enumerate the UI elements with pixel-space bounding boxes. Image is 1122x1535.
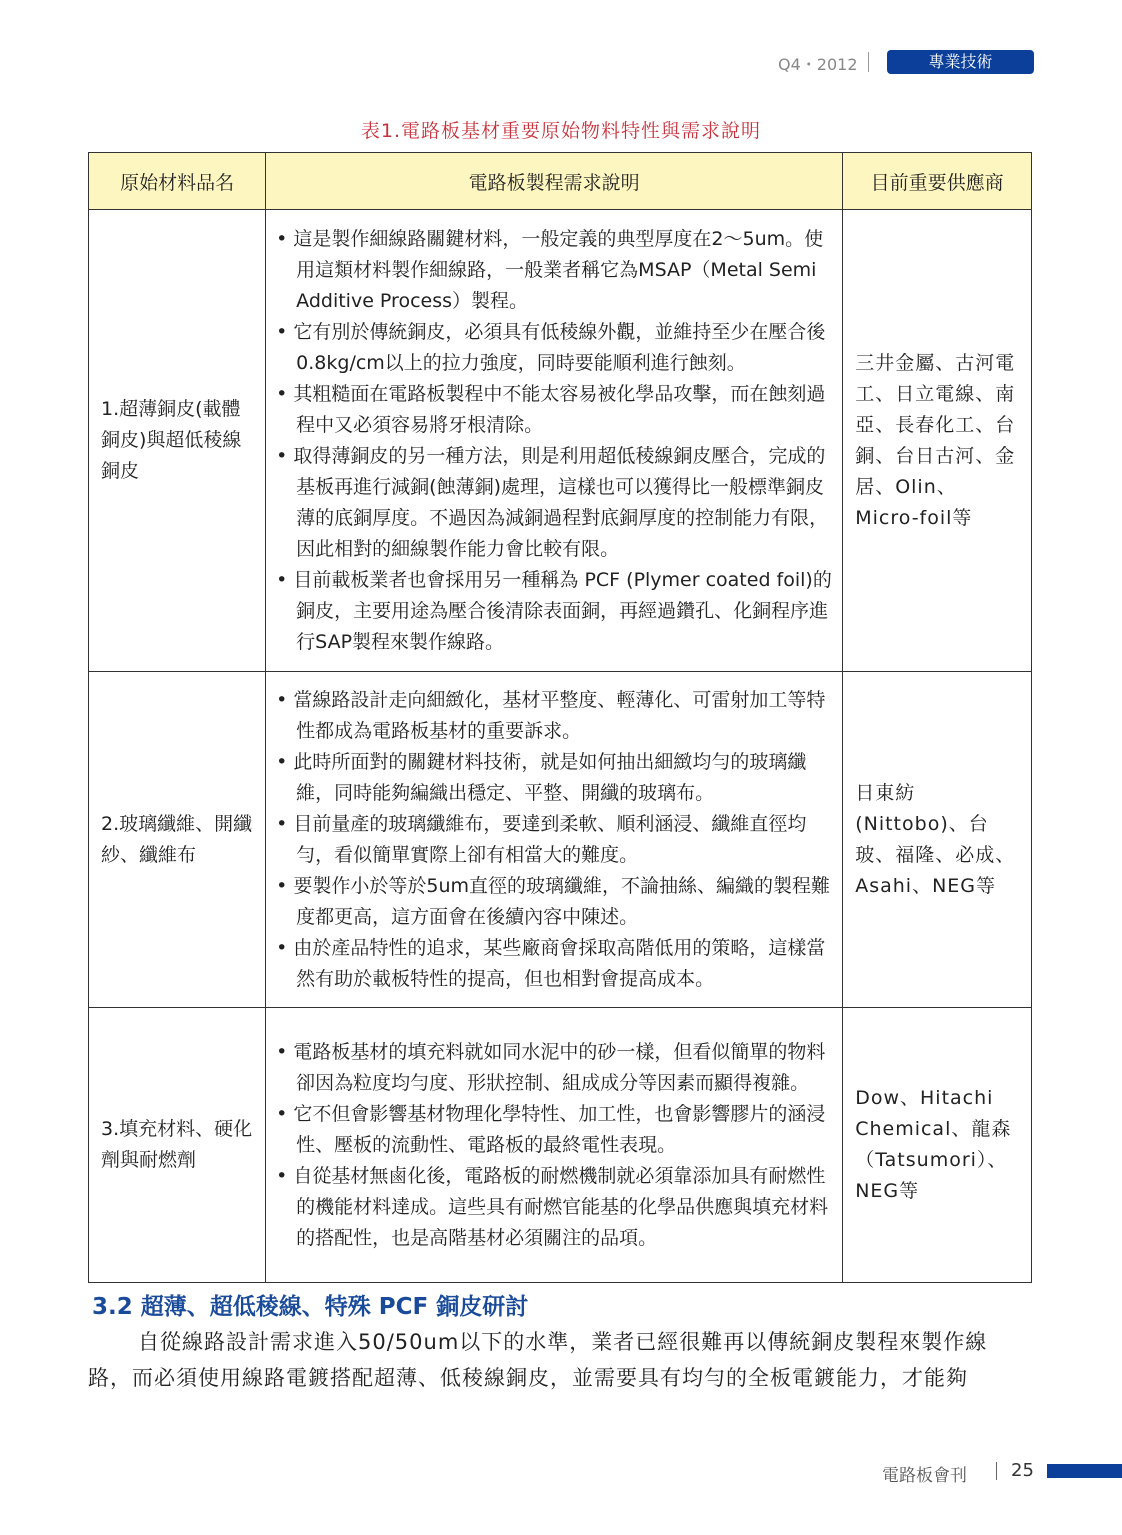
table-caption: 表1.電路板基材重要原始物料特性與需求說明 <box>360 120 762 142</box>
bullet-item: • 它有別於傳統銅皮，必須具有低稜線外觀，並維持至少在壓合後0.8kg/cm以上的拉力強度，同時要能順利進行蝕刻。 <box>276 317 832 379</box>
bullet-item: • 這是製作細線路關鍵材料，一般定義的典型厚度在2～5um。使用這類材料製作細線路，一般業者稱它為MSAP（Metal Semi Additive Process）製程。 <box>276 224 832 317</box>
suppliers: Dow、Hitachi Chemical、龍森（Tatsumori）、NEG等 <box>843 1008 1032 1283</box>
page-number: 25 <box>1011 1460 1034 1481</box>
column-header: 電路板製程需求說明 <box>266 153 843 210</box>
section-heading: 3.2 超薄、超低稜線、特殊 PCF 銅皮研討 <box>92 1294 529 1320</box>
bullet-item: • 由於產品特性的追求，某些廠商會採取高階低用的策略，這樣當然有助於載板特性的提高，但也相對會提高成本。 <box>276 933 832 995</box>
body-paragraph <box>88 1324 1032 1396</box>
bullet-item: • 自從基材無鹵化後，電路板的耐燃機制就必須靠添加具有耐燃性的機能材料達成。這些具有耐燃官能基的化學品供應與填充材料的搭配性，也是高階基材必須關注的品項。 <box>276 1161 832 1254</box>
paragraph-line: 路，而必須使用線路電鍍搭配超薄、低稜線銅皮，並需要具有均勻的全板電鍍能力，才能夠 <box>88 1366 968 1390</box>
table-header-row <box>89 153 1032 210</box>
table-row <box>89 672 1032 1008</box>
suppliers: 日東紡(Nittobo)、台玻、福隆、必成、Asahi、NEG等 <box>843 672 1032 1008</box>
bullet-item: • 目前載板業者也會採用另一種稱為 PCF (Plymer coated foil)的銅皮，主要用途為壓合後清除表面銅，再經過鑽孔、化銅程序進行SAP製程來製作線路。 <box>276 565 832 658</box>
material-name: 3.填充材料、硬化劑與耐燃劑 <box>89 1008 266 1283</box>
materials-table <box>88 152 1032 1283</box>
footer-accent-bar <box>1047 1464 1122 1478</box>
header-divider <box>868 52 869 72</box>
paragraph-line: 自從線路設計需求進入50/50um以下的水準，業者已經很難再以傳統銅皮製程來製作線 <box>138 1330 988 1354</box>
bullet-item: • 目前量產的玻璃纖維布，要達到柔軟、順利涵浸、纖維直徑均勻，看似簡單實際上卻有相當大的難度。 <box>276 809 832 871</box>
column-header: 原始材料品名 <box>89 153 266 210</box>
table-row <box>89 1008 1032 1283</box>
bullet-item: • 電路板基材的填充料就如同水泥中的砂一樣，但看似簡單的物料卻因為粒度均勻度、形狀控制、組成成分等因素而顯得複雜。 <box>276 1037 832 1099</box>
bullet-item: • 它不但會影響基材物理化學特性、加工性，也會影響膠片的涵浸性、壓板的流動性、電路板的最終電性表現。 <box>276 1099 832 1161</box>
requirement-description <box>266 1008 843 1283</box>
journal-name: 電路板會刊 <box>882 1466 967 1486</box>
column-header: 目前重要供應商 <box>843 153 1032 210</box>
bullet-item: • 當線路設計走向細緻化，基材平整度、輕薄化、可雷射加工等特性都成為電路板基材的重要訴求。 <box>276 685 832 747</box>
requirement-description <box>266 210 843 672</box>
footer-divider <box>996 1462 997 1480</box>
bullet-item: • 其粗糙面在電路板製程中不能太容易被化學品攻擊，而在蝕刻過程中又必須容易將牙根清除。 <box>276 379 832 441</box>
bullet-item: • 要製作小於等於5um直徑的玻璃纖維，不論抽絲、編織的製程難度都更高，這方面會在後續內容中陳述。 <box>276 871 832 933</box>
section-badge: 專業技術 <box>887 50 1034 74</box>
bullet-item: • 此時所面對的關鍵材料技術，就是如何抽出細緻均勻的玻璃纖維，同時能夠編織出穩定、平整、開纖的玻璃布。 <box>276 747 832 809</box>
requirement-description <box>266 672 843 1008</box>
material-name: 2.玻璃纖維、開纖紗、纖維布 <box>89 672 266 1008</box>
bullet-item: • 取得薄銅皮的另一種方法，則是利用超低稜線銅皮壓合，完成的基板再進行減銅(蝕薄銅)處理，這樣也可以獲得比一般標準銅皮薄的底銅厚度。不過因為減銅過程對底銅厚度的控制能力有限，因此相對的細線製作能力會比較有限。 <box>276 441 832 565</box>
material-name: 1.超薄銅皮(載體銅皮)與超低稜線銅皮 <box>89 210 266 672</box>
table-row <box>89 210 1032 672</box>
suppliers: 三井金屬、古河電工、日立電線、南亞、長春化工、台銅、台日古河、金居、Olin、Micro-foil等 <box>843 210 1032 672</box>
issue-label: Q4・2012 <box>778 55 858 74</box>
